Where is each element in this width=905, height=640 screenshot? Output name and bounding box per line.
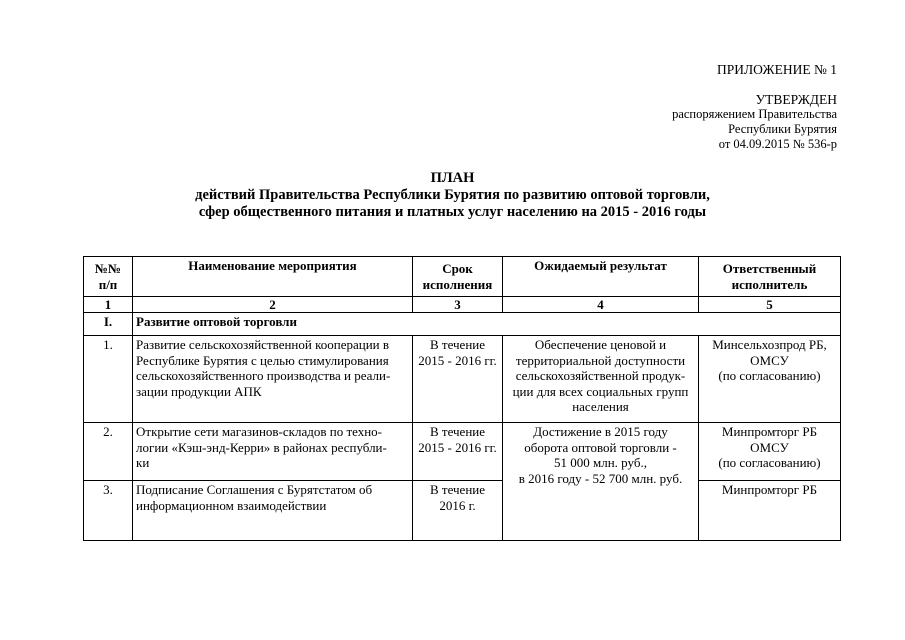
approval-stamp bbox=[672, 92, 837, 152]
row-responsible bbox=[699, 481, 841, 541]
header-text: исполнитель bbox=[731, 276, 808, 292]
cell-line: ОМСУ bbox=[750, 352, 789, 368]
column-number: 5 bbox=[699, 297, 841, 313]
cell-line: Минпромторг РБ bbox=[721, 424, 818, 439]
approved-word: УТВЕРЖДЕН bbox=[755, 92, 837, 107]
table-header-row bbox=[84, 257, 841, 297]
cell-line: населения bbox=[572, 399, 629, 414]
column-number: 1 bbox=[84, 297, 133, 313]
cell-line: сельскохозяйственной продук- bbox=[515, 368, 686, 383]
cell-line: 51 000 млн. руб., bbox=[554, 455, 647, 470]
header-num bbox=[84, 257, 133, 297]
cell-line: В течение bbox=[429, 424, 486, 439]
cell-line: зации продукции АПК bbox=[136, 383, 262, 399]
header-resp bbox=[699, 257, 841, 297]
cell-line: сельскохозяйственного производства и реали- bbox=[136, 368, 391, 383]
row-number: 2. bbox=[84, 423, 133, 481]
header-text: п/п bbox=[98, 276, 118, 292]
row-number: 1. bbox=[84, 336, 133, 423]
header-text: Срок bbox=[442, 261, 473, 276]
cell-line: территориальной доступности bbox=[515, 352, 686, 368]
cell-line: логии «Кэш-энд-Керри» в районах республи- bbox=[136, 439, 387, 455]
section-row bbox=[84, 313, 841, 336]
cell-line: Развитие сельскохозяйственной кооперации в bbox=[136, 337, 389, 352]
row-name bbox=[133, 481, 413, 541]
row-term bbox=[413, 336, 503, 423]
cell-line: Минпромторг РБ bbox=[721, 482, 818, 497]
row-name bbox=[133, 423, 413, 481]
cell-line: (по согласованию) bbox=[718, 455, 821, 470]
header-term bbox=[413, 257, 503, 297]
cell-line: оборота оптовой торговли - bbox=[524, 439, 677, 455]
approved-line: Республики Бурятия bbox=[728, 122, 837, 136]
cell-line: В течение bbox=[429, 482, 486, 497]
cell-line: ки bbox=[136, 455, 150, 470]
plan-table bbox=[83, 256, 841, 541]
header-text: Ответственный bbox=[722, 261, 817, 276]
title-line: сфер общественного питания и платных услуг населению на 2015 - 2016 годы bbox=[198, 204, 707, 220]
appendix-label: ПРИЛОЖЕНИЕ № 1 bbox=[716, 62, 837, 77]
document-title bbox=[0, 170, 905, 221]
row-name bbox=[133, 336, 413, 423]
cell-line: в 2016 году - 52 700 млн. руб. bbox=[518, 470, 683, 486]
column-number-row bbox=[84, 297, 841, 313]
cell-line: 2015 - 2016 гг. bbox=[418, 439, 497, 455]
row-responsible bbox=[699, 336, 841, 423]
cell-line: Открытие сети магазинов-складов по техно- bbox=[136, 424, 383, 439]
section-number: I. bbox=[84, 313, 133, 336]
row-number: 3. bbox=[84, 481, 133, 541]
cell-line: ОМСУ bbox=[750, 439, 789, 455]
title-line: ПЛАН bbox=[430, 170, 475, 186]
approved-line: от 04.09.2015 № 536-р bbox=[718, 137, 837, 151]
cell-line: Обеспечение ценовой и bbox=[534, 337, 667, 352]
title-line: действий Правительства Республики Бурятия по развитию оптовой торговли, bbox=[195, 187, 710, 203]
header-text: №№ bbox=[94, 261, 122, 276]
cell-line: (по согласованию) bbox=[718, 368, 821, 383]
cell-line: Минсельхозпрод РБ, bbox=[712, 337, 827, 352]
column-number: 3 bbox=[413, 297, 503, 313]
section-title: Развитие оптовой торговли bbox=[133, 313, 841, 336]
table-row bbox=[84, 423, 841, 481]
table-row bbox=[84, 481, 841, 541]
row-term bbox=[413, 423, 503, 481]
header-text: исполнения bbox=[422, 276, 493, 292]
cell-line: ции для всех социальных групп bbox=[512, 383, 689, 399]
cell-line: В течение bbox=[429, 337, 486, 352]
row-result bbox=[503, 423, 699, 541]
cell-line: 2016 г. bbox=[439, 497, 476, 513]
cell-line: 2015 - 2016 гг. bbox=[418, 352, 497, 368]
header-name: Наименование мероприятия bbox=[133, 257, 413, 297]
cell-line: Достижение в 2015 году bbox=[533, 424, 668, 439]
header-result: Ожидаемый результат bbox=[503, 257, 699, 297]
column-number: 4 bbox=[503, 297, 699, 313]
row-responsible bbox=[699, 423, 841, 481]
approved-line: распоряжением Правительства bbox=[672, 107, 837, 121]
table-row bbox=[84, 336, 841, 423]
cell-line: Республике Бурятия с целью стимулирования bbox=[136, 352, 389, 368]
cell-line: Подписание Соглашения с Бурятстатом об bbox=[136, 482, 373, 497]
row-term bbox=[413, 481, 503, 541]
row-result bbox=[503, 336, 699, 423]
cell-line: информационном взаимодействии bbox=[136, 497, 327, 513]
column-number: 2 bbox=[133, 297, 413, 313]
